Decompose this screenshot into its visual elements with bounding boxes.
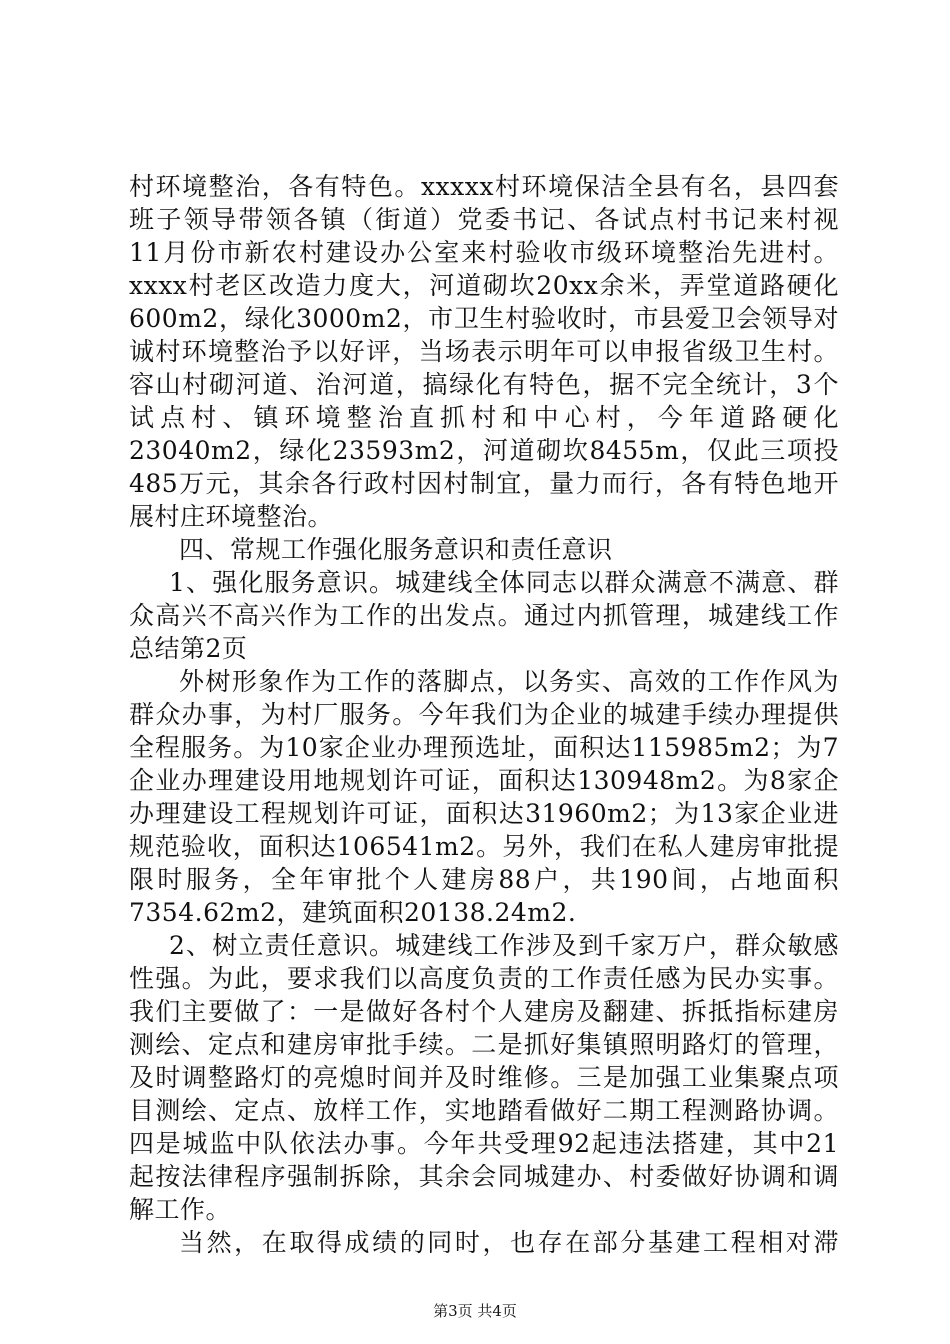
text-line: 测绘、定点和建房审批手续。二是抓好集镇照明路灯的管理，: [129, 1030, 839, 1059]
text-line: 2、树立责任意识。城建线工作涉及到千家万户，群众敏感: [169, 931, 839, 960]
text-line: 全程服务。为10家企业办理预选址，面积达115985m2；为7: [129, 733, 839, 762]
text-line: 企业办理建设用地规划许可证，面积达130948m2。为8家企: [129, 766, 839, 795]
text-line: xxxx村老区改造力度大，河道砌坎20xx余米，弄堂道路硬化: [129, 271, 839, 300]
text-line: 解工作。: [129, 1195, 232, 1224]
text-line: 起按法律程序强制拆除，其余会同城建办、村委做好协调和调: [129, 1162, 839, 1191]
text-line: 展村庄环境整治。: [129, 502, 334, 531]
text-line: 四是城监中队依法办事。今年共受理92起违法搭建，其中21: [129, 1129, 839, 1158]
text-line: 及时调整路灯的亮熄时间并及时维修。三是加强工业集聚点项: [129, 1063, 839, 1092]
page-footer: 第3页 共4页: [433, 1302, 517, 1320]
text-line: 600m2，绿化3000m2，市卫生村验收时，市县爱卫会领导对: [129, 304, 839, 333]
text-line: 目测绘、定点、放样工作，实地踏看做好二期工程测路协调。: [129, 1096, 839, 1125]
text-line: 7354.62m2，建筑面积20138.24m2.: [129, 898, 577, 927]
text-line: 485万元，其余各行政村因村制宜，量力而行，各有特色地开: [129, 469, 839, 498]
text-line: 办理建设工程规划许可证，面积达31960m2；为13家企业进: [129, 799, 839, 828]
text-line: 规范验收，面积达106541m2。另外，我们在私人建房审批提: [129, 832, 839, 861]
text-line: 试点村、镇环境整治直抓村和中心村，今年道路硬化: [129, 403, 839, 432]
text-line: 当然，在取得成绩的同时，也存在部分基建工程相对滞: [179, 1228, 839, 1257]
section-heading: 四、常规工作强化服务意识和责任意识: [179, 535, 613, 564]
text-line: 我们主要做了：一是做好各村个人建房及翻建、拆抵指标建房: [129, 997, 839, 1026]
text-line: 性强。为此，要求我们以高度负责的工作责任感为民办实事。: [129, 964, 839, 993]
text-line: 班子领导带领各镇（街道）党委书记、各试点村书记来村视: [129, 205, 839, 234]
text-line: 1、强化服务意识。城建线全体同志以群众满意不满意、群: [169, 568, 839, 597]
text-line: 限时服务，全年审批个人建房88户，共190间，占地面积: [129, 865, 839, 894]
text-line: 11月份市新农村建设办公室来村验收市级环境整治先进村。: [129, 238, 839, 267]
text-line: 23040m2，绿化23593m2，河道砌坎8455m，仅此三项投: [129, 436, 839, 465]
text-line: 诚村环境整治予以好评，当场表示明年可以申报省级卫生村。: [129, 337, 839, 366]
text-line: 外树形象作为工作的落脚点，以务实、高效的工作作风为: [179, 667, 839, 696]
text-line: 村环境整治，各有特色。xxxxx村环境保洁全县有名，县四套: [129, 172, 839, 201]
text-line: 容山村砌河道、治河道，搞绿化有特色，据不完全统计，3个: [129, 370, 839, 399]
text-line: 群众办事，为村厂服务。今年我们为企业的城建手续办理提供: [129, 700, 839, 729]
text-line: 众高兴不高兴作为工作的出发点。通过内抓管理，城建线工作: [129, 601, 839, 630]
text-line: 总结第2页: [129, 634, 248, 663]
document-body: [129, 170, 839, 1259]
